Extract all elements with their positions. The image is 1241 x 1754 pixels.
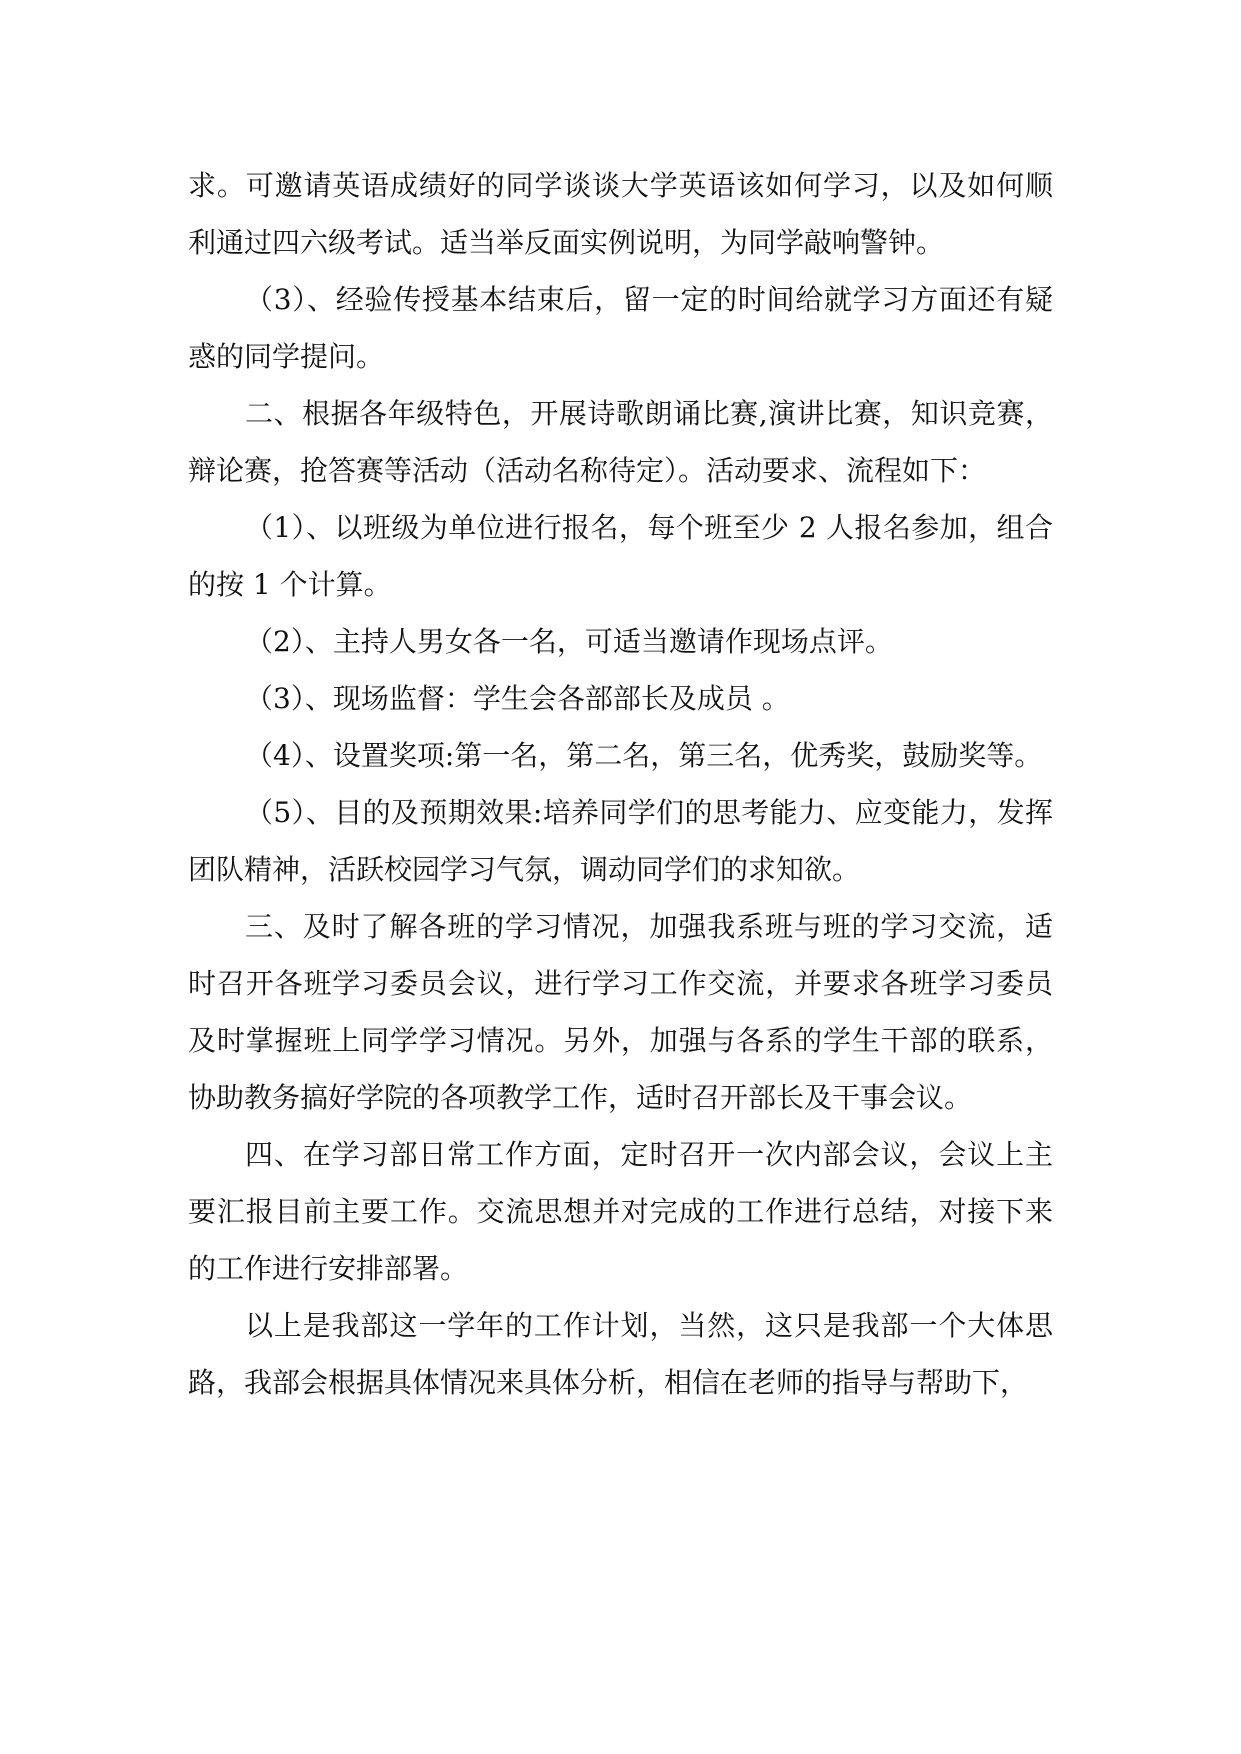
- paragraph-item-4-awards: （4）、设置奖项:第一名，第二名，第三名，优秀奖，鼓励奖等。: [245, 739, 1043, 772]
- paragraph-section-3: 三、及时了解各班的学习情况，加强我系班与班的学习交流，适时召开各班学习委员会议，进行学习工作交流，并要求各班学习委员及时掌握班上同学学习情况。另外，加强与各系的学生干部的联系，协助教务搞好学院的各项教学工作，适时召开部长及干事会议。: [188, 910, 1053, 1114]
- document-body: [188, 157, 1053, 1411]
- paragraph-item-3-qa: （3）、经验传授基本结束后，留一定的时间给就学习方面还有疑惑的同学提问。: [188, 283, 1053, 373]
- paragraph-section-4: 四、在学习部日常工作方面，定时召开一次内部会议，会议上主要汇报目前主要工作。交流思想并对完成的工作进行总结，对接下来的工作进行安排部署。: [188, 1138, 1053, 1285]
- paragraph-item-1-registration: （1）、以班级为单位进行报名，每个班至少 2 人报名参加，组合的按 1 个计算。: [188, 511, 1053, 601]
- paragraph-item-5-goals: （5）、目的及预期效果:培养同学们的思考能力、应变能力，发挥团队精神，活跃校园学习气氛，调动同学们的求知欲。: [188, 796, 1053, 886]
- paragraph-continuation: 求。可邀请英语成绩好的同学谈谈大学英语该如何学习，以及如何顺利通过四六级考试。适当举反面实例说明，为同学敲响警钟。: [188, 169, 1053, 259]
- paragraph-section-2: 二、根据各年级特色，开展诗歌朗诵比赛,演讲比赛，知识竞赛，辩论赛，抢答赛等活动（活动名称待定）。活动要求、流程如下：: [188, 397, 1053, 487]
- paragraph-item-3-supervision: （3）、现场监督：学生会各部部长及成员 。: [245, 682, 790, 715]
- paragraph-conclusion: 以上是我部这一学年的工作计划，当然，这只是我部一个大体思路，我部会根据具体情况来具体分析，相信在老师的指导与帮助下，: [188, 1309, 1053, 1399]
- paragraph-item-2-hosts: （2）、主持人男女各一名，可适当邀请作现场点评。: [245, 625, 893, 658]
